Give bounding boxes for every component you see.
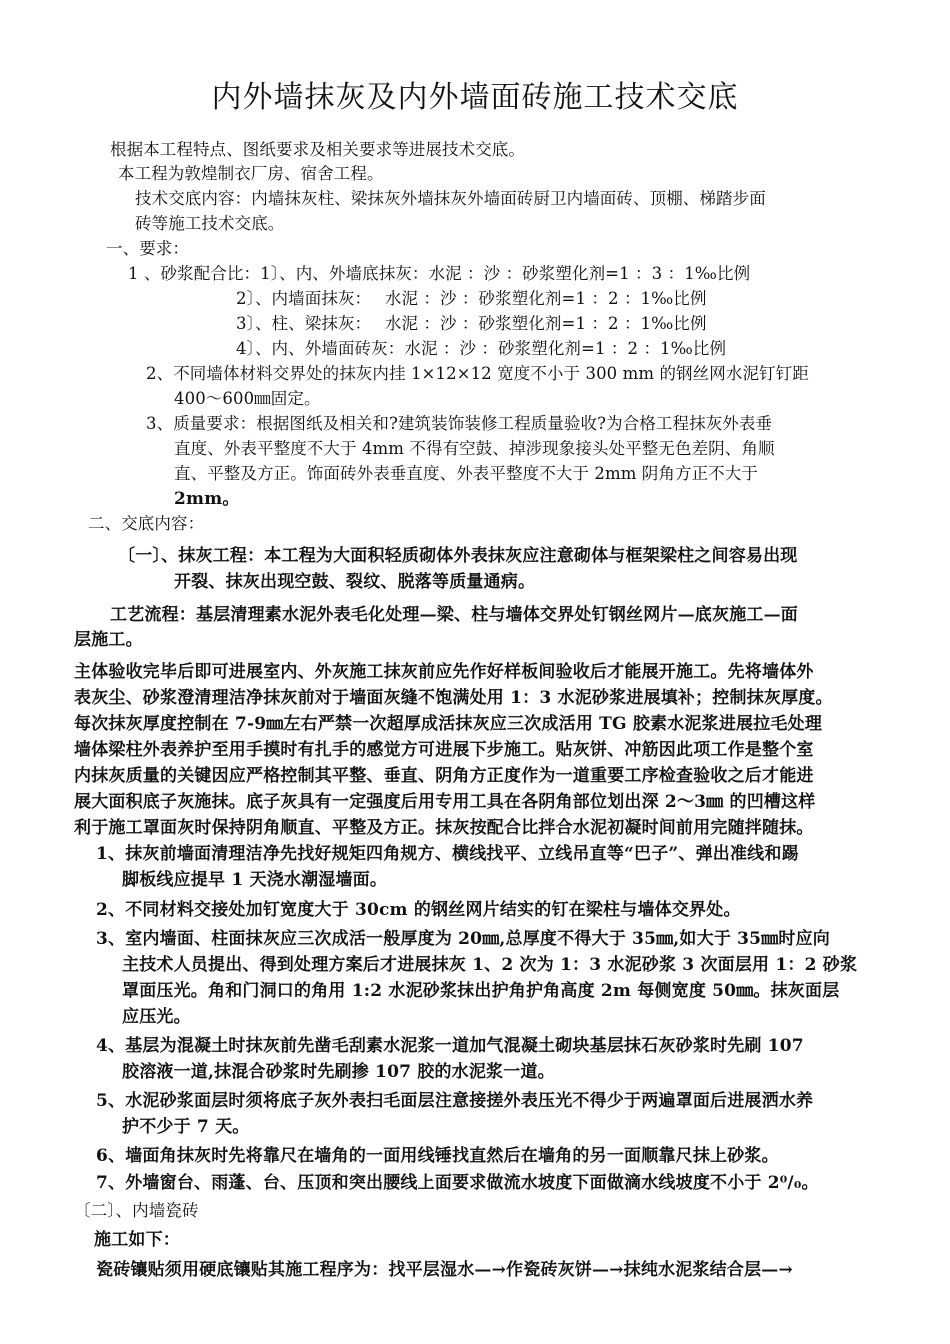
item-3-line-3: 罩面压光。角和门洞口的角用 1:2 水泥砂浆抹出护角护角高度 2m 每侧宽度 50㎜。抹灰面层 xyxy=(122,981,840,1001)
document-title: 内外墙抹灰及内外墙面砖施工技术交底 xyxy=(211,80,739,115)
requirement-3-line-4: 2mm。 xyxy=(174,489,240,509)
main-para-line-7: 利于施工罩面灰时保持阴角顺直、平整及方正。抹灰按配合比拌合水泥初凝时间前用完随拌随抹。 xyxy=(74,818,814,838)
main-para-line-1: 主体验收完毕后即可进展室内、外灰施工抹灰前应先作好样板间验收后才能展开施工。先将墙体外 xyxy=(74,662,814,682)
section-2-2-heading: 〔二〕、内墙瓷砖 xyxy=(74,1201,199,1220)
main-para-line-6: 展大面积底子灰施抹。底子灰具有一定强度后用专用工具在各阴角部位划出深 2～3㎜ 的凹槽这样 xyxy=(74,792,816,812)
scope-line-2: 砖等施工技术交底。 xyxy=(135,214,285,233)
process-flow-line-2: 层施工。 xyxy=(74,630,143,650)
main-para-line-5: 内抹灰质量的关键因应严格控制其平整、垂直、阴角方正度作为一道重要工序检查验收之后才能进 xyxy=(74,766,814,786)
item-1-line-2: 脚板线应提早 1 天浇水潮湿墙面。 xyxy=(122,870,388,890)
tile-procedure-line-1: 瓷砖镶贴须用硬底镶贴其施工程序为：找平层湿水—→作瓷砖灰饼—→抹纯水泥浆结合层—→ xyxy=(96,1260,793,1280)
intro-project-line: 本工程为敦煌制衣厂房、宿舍工程。 xyxy=(118,164,384,183)
mix-ratio-3: 3〕、柱、梁抹灰： 水泥 ：沙 ：砂浆塑化剂=1 ：2 ：1‰比例 xyxy=(236,314,707,333)
main-para-line-4: 墙体梁柱外表养护至用手摸时有扎手的感觉方可进展下步施工。贴灰饼、冲筋因此项工作是整个室 xyxy=(74,740,814,760)
mix-ratio-4: 4〕、内、外墙面砖灰：水泥 ：沙 ：砂浆塑化剂=1 ：2 ：1‰比例 xyxy=(236,339,727,358)
main-para-line-3: 每次抹灰厚度控制在 7-9㎜左右严禁一次超厚成活抹灰应三次成活用 TG 胶素水泥浆进展拉毛处理 xyxy=(74,714,823,734)
item-4-line-1: 4、基层为混凝土时抹灰前先凿毛刮素水泥浆一道加气混凝土砌块基层抹石灰砂浆时先刷 107 xyxy=(96,1036,804,1056)
requirement-3-line-1: 3、质量要求：根据图纸及相关和?建筑装饰装修工程质量验收?为合格工程抹灰外表垂 xyxy=(146,414,773,433)
plaster-intro-line-2: 开裂、抹灰出现空鼓、裂纹、脱落等质量通病。 xyxy=(174,572,536,592)
item-5-line-2: 护不少于 7 天。 xyxy=(122,1117,250,1137)
requirement-2-line-2: 400～600㎜固定。 xyxy=(174,389,321,408)
item-4-line-2: 胶溶液一道,抹混合砂浆时先刷掺 107 胶的水泥浆一道。 xyxy=(122,1062,555,1082)
item-3-line-1: 3、室内墙面、柱面抹灰应三次成活一般厚度为 20㎜,总厚度不得大于 35㎜,如大于 35㎜时应向 xyxy=(96,929,830,949)
item-2-line-1: 2、不同材料交接处加钉宽度大于 30cm 的钢丝网片结实的钉在梁柱与墙体交界处。 xyxy=(96,900,741,920)
item-1-line-1: 1、抹灰前墙面清理洁净先找好规矩四角规方、横线找平、立线吊直等“巴子”、弹出准线和踢 xyxy=(96,844,799,864)
requirement-3-line-2: 直度、外表平整度不大于 4mm 不得有空鼓、掉涉现象接头处平整无色差阴、角顺 xyxy=(174,439,775,458)
item-6-line-1: 6、墙面角抹灰时先将靠尺在墙角的一面用线锤找直然后在墙角的另一面顺靠尺抹上砂浆。 xyxy=(96,1146,779,1166)
requirement-3-line-3: 直、平整及方正。饰面砖外表垂直度、外表平整度不大于 2mm 阴角方正不大于 xyxy=(174,464,758,483)
item-3-line-4: 应压光。 xyxy=(122,1007,191,1027)
main-para-line-2: 表灰尘、砂浆澄清理洁净抹灰前对于墙面灰缝不饱满处用 1：3 水泥砂浆进展填补；控制抹灰厚度。 xyxy=(74,688,833,708)
construction-label: 施工如下： xyxy=(94,1230,180,1250)
item-3-line-2: 主技术人员提出、得到处理方案后才进展抹灰 1、2 次为 1：3 水泥砂浆 3 次面层用 1：2 砂浆 xyxy=(122,955,858,975)
section-1-heading: 一、要求： xyxy=(106,239,189,258)
section-2-heading: 二、交底内容： xyxy=(88,514,205,533)
plaster-intro-line-1: 〔一〕、抹灰工程：本工程为大面积轻质砌体外表抹灰应注意砌体与框架梁柱之间容易出现 xyxy=(118,546,798,566)
item-5-line-1: 5、水泥砂浆面层时须将底子灰外表扫毛面层注意接搓外表压光不得少于两遍罩面后进展洒水养 xyxy=(96,1091,814,1111)
mix-ratio-2: 2〕、内墙面抹灰： 水泥 ：沙 ：砂浆塑化剂=1 ：2 ：1‰比例 xyxy=(236,289,707,308)
requirement-2-line-1: 2、不同墙体材料交界处的抹灰内挂 1×12×12 宽度不小于 300 mm 的钢丝网水泥钉钉距 xyxy=(146,364,809,383)
process-flow-line-1: 工艺流程：基层清理素水泥外表毛化处理—梁、柱与墙体交界处钉钢丝网片—底灰施工—面 xyxy=(110,605,798,625)
intro-line: 根据本工程特点、图纸要求及相关要求等进展技术交底。 xyxy=(110,140,525,159)
scope-line-1: 技术交底内容：内墙抹灰柱、梁抹灰外墙抹灰外墙面砖厨卫内墙面砖、顶棚、梯踏步面 xyxy=(135,189,766,208)
item-7-line-1: 7、外墙窗台、雨蓬、台、压顶和突出腰线上面要求做流水坡度下面做滴水线坡度不小于 2⁰/₀。 xyxy=(96,1173,819,1193)
mix-ratio-1: 1 、砂浆配合比：1〕、内、外墙底抹灰：水泥 ：沙 ：砂浆塑化剂=1 ：3 ：1‰比例 xyxy=(128,264,751,283)
